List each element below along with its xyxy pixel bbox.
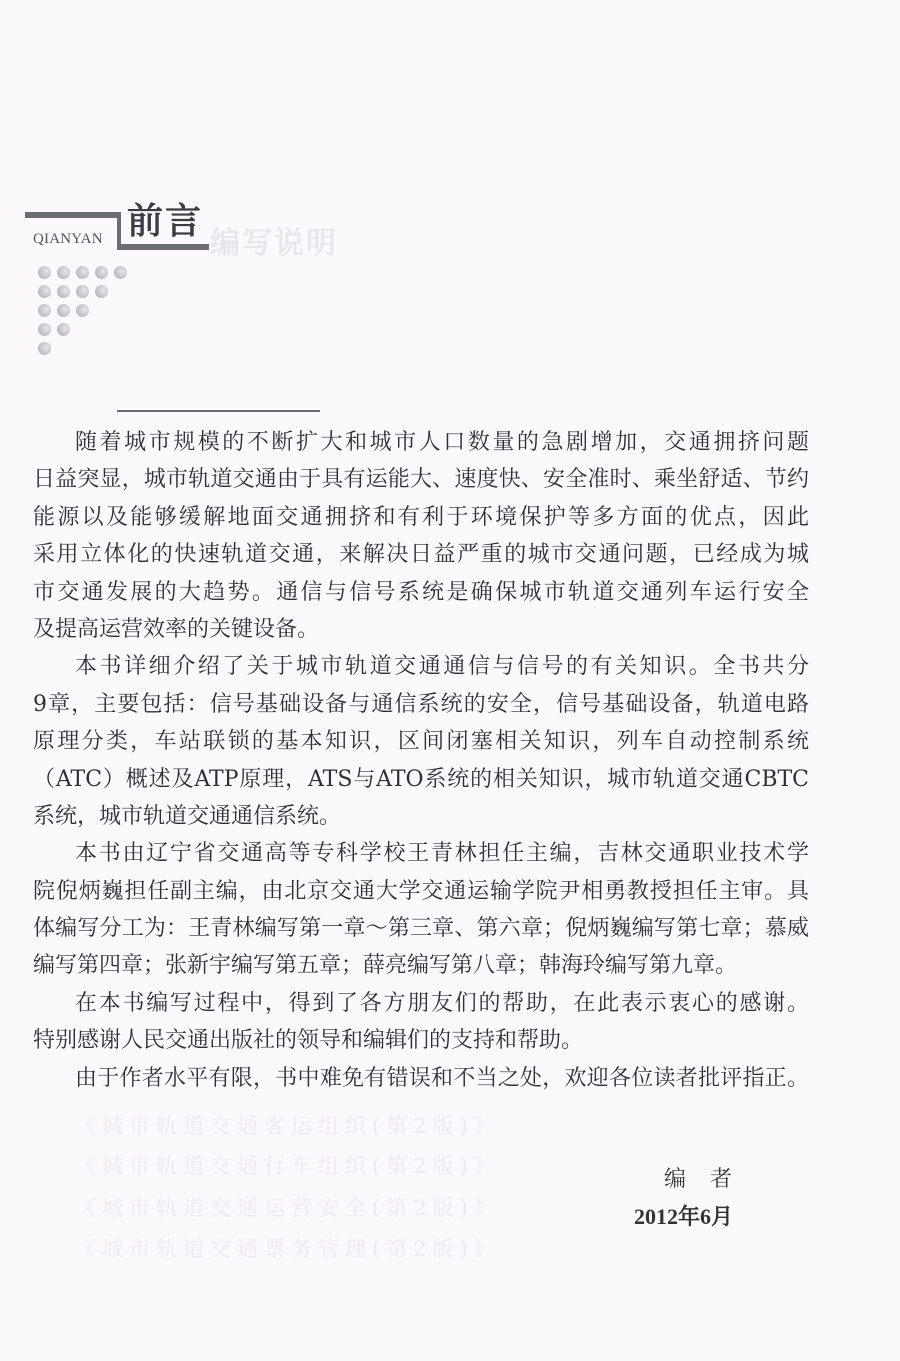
paragraph-intro	[33, 424, 809, 648]
text-line: 在本书编写过程中，得到了各方朋友们的帮助，在此表示衷心的感谢。	[75, 990, 809, 1016]
text-line: 能源以及能够缓解地面交通拥挤和有利于环境保护等多方面的优点，因此	[33, 504, 809, 530]
text-line: 编写第四章；张新宇编写第五章；薛亮编写第八章；韩海玲编写第九章。	[33, 953, 738, 979]
signature-date: 2012年6月	[634, 1204, 734, 1229]
bleed-through-title: 编写说明	[210, 226, 338, 261]
text-line: 体编写分工为：王青林编写第一章～第三章、第六章；倪炳巍编写第七章；慕威	[33, 916, 809, 942]
header-bar	[25, 212, 121, 218]
text-line: 及提高运营效率的关键设备。	[33, 616, 320, 642]
text-line: 采用立体化的快速轨道交通，来解决日益严重的城市交通问题，已经成为城	[33, 542, 809, 568]
paragraph-authors	[33, 835, 809, 985]
bleed-through-line: 《城市轨道交通运营安全(第2版)》	[75, 1196, 501, 1220]
text-line: 本书由辽宁省交通高等专科学校王青林担任主编，吉林交通职业技术学	[75, 841, 809, 867]
text-line: 原理分类，车站联锁的基本知识，区间闭塞相关知识，列车自动控制系统	[33, 729, 809, 755]
bleed-through-line: 《城市轨道交通行车组织(第2版)》	[75, 1154, 501, 1178]
section-rule	[117, 410, 320, 412]
paragraph-disclaimer	[33, 1060, 809, 1097]
text-line: 特别感谢人民交通出版社的领导和编辑们的支持和帮助。	[33, 1028, 584, 1054]
preface-body	[33, 424, 809, 1097]
header-bar-bend	[117, 212, 121, 248]
text-line: （ATC）概述及ATP原理，ATS与ATO系统的相关知识，城市轨道交通CBTC	[33, 766, 809, 792]
bleed-through-line: 《城市轨道交通票务管理(第2版)》	[75, 1237, 501, 1261]
text-line: 系统，城市轨道交通通信系统。	[33, 803, 342, 829]
text-line: 由于作者水平有限，书中难免有错误和不当之处，欢迎各位读者批评指正。	[75, 1065, 809, 1091]
paragraph-thanks	[33, 985, 809, 1060]
page-title: 前言	[127, 201, 204, 242]
text-line: 院倪炳巍担任副主编，由北京交通大学交通运输学院尹相勇教授担任主审。具	[33, 878, 809, 904]
text-line: 市交通发展的大趋势。通信与信号系统是确保城市轨道交通列车运行安全	[33, 579, 809, 605]
bleed-through-line: 《城市轨道交通客运组织(第2版)》	[75, 1114, 501, 1138]
text-line: 日益突显，城市轨道交通由于具有运能大、速度快、安全准时、乘坐舒适、节约	[33, 467, 809, 493]
signature-author: 编者	[664, 1167, 757, 1192]
header-title-underline	[117, 244, 209, 250]
text-line: 9章，主要包括：信号基础设备与通信系统的安全，信号基础设备，轨道电路	[33, 691, 809, 717]
text-line: 本书详细介绍了关于城市轨道交通通信与信号的有关知识。全书共分	[75, 654, 809, 680]
text-line: 随着城市规模的不断扩大和城市人口数量的急剧增加，交通拥挤问题	[75, 430, 809, 455]
page-title-pinyin: QIANYAN	[33, 231, 103, 247]
paragraph-contents	[33, 648, 809, 835]
